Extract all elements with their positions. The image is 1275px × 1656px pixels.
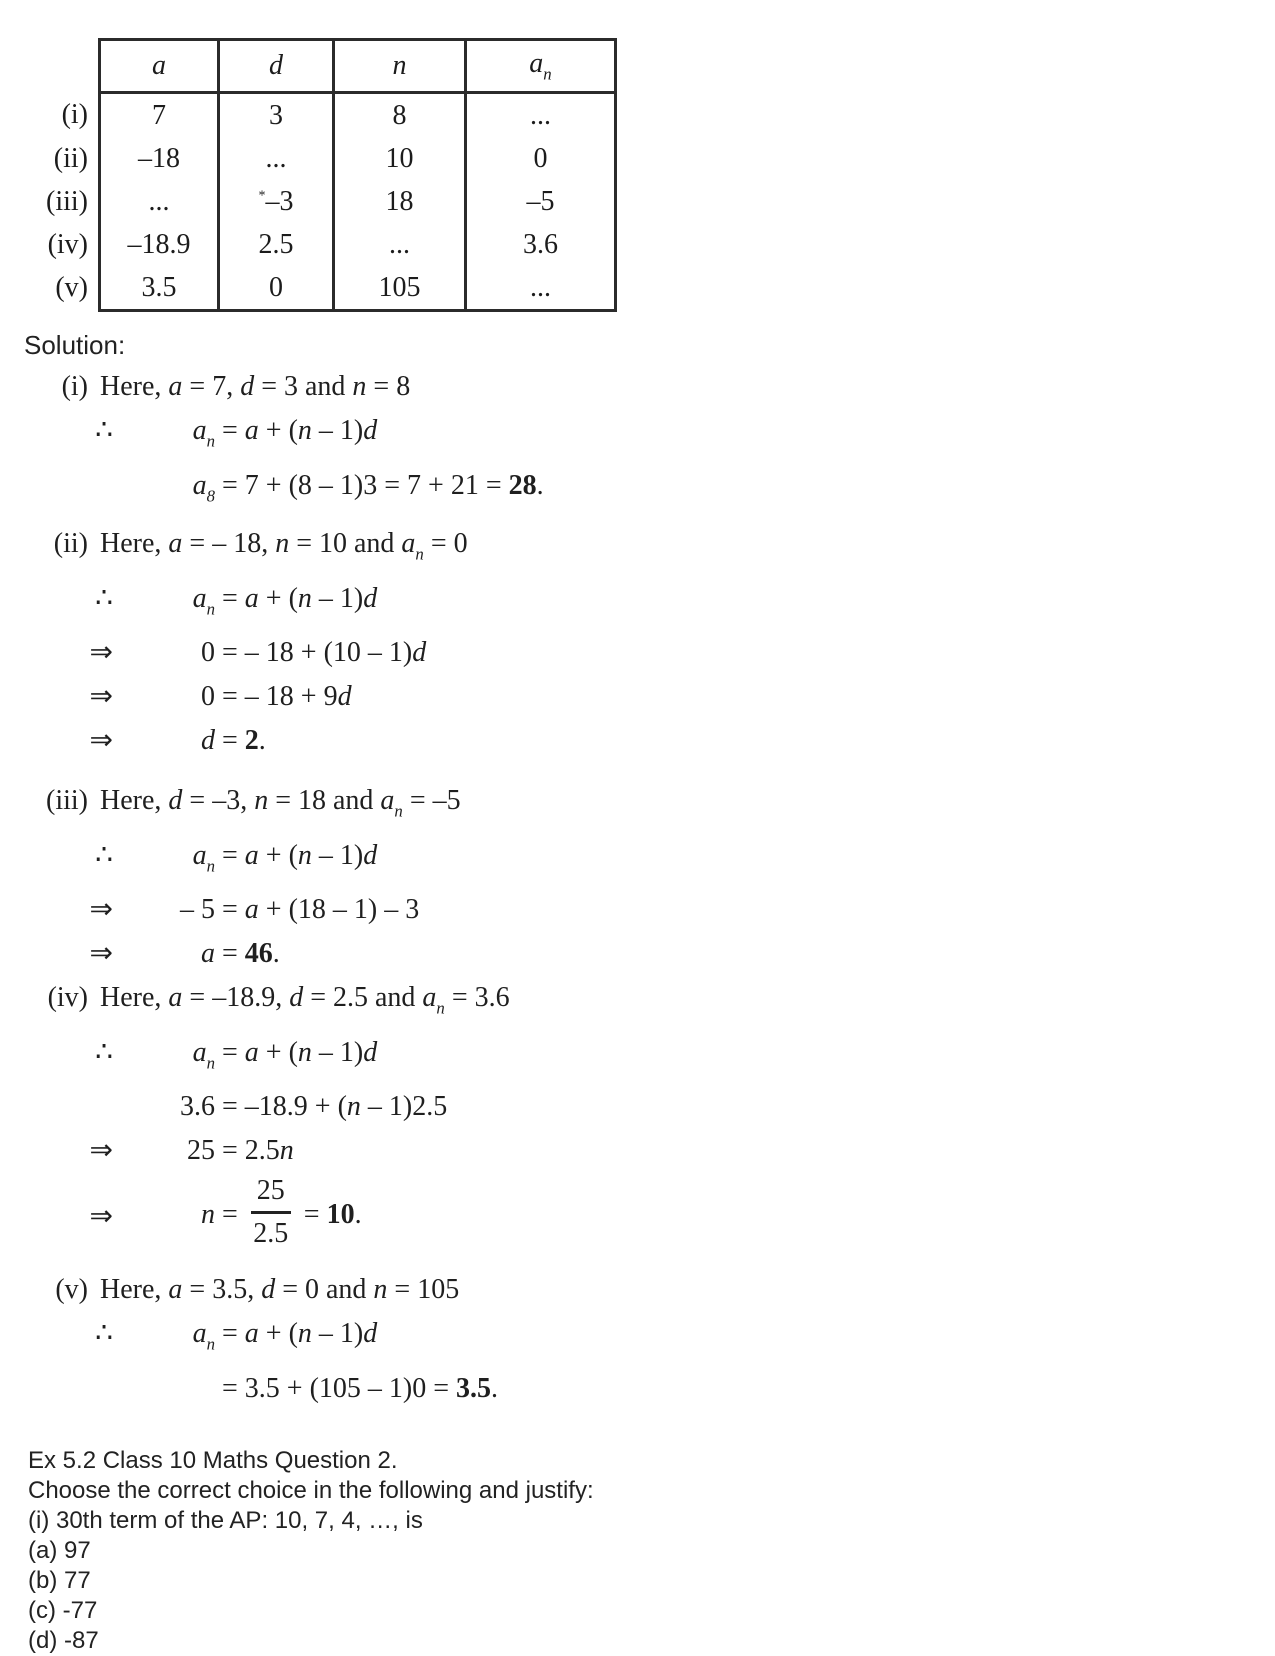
equation-lhs [150, 893, 215, 927]
math-segment: n [206, 431, 215, 451]
math-segment: n [373, 1274, 388, 1306]
math-segment: n [279, 1135, 294, 1167]
therefore-symbol: ∴ [95, 839, 113, 871]
math-segment: – 1)2.5 [360, 1091, 448, 1123]
equation-rhs [215, 840, 377, 871]
table-cell [219, 180, 334, 223]
table-row [28, 180, 616, 223]
equation [150, 582, 377, 627]
row-label: (ii) [53, 142, 88, 174]
equation-lhs [150, 1198, 215, 1232]
math-segment: d [363, 1318, 378, 1350]
table-cell: ... [466, 266, 616, 311]
equation-lhs [150, 1090, 215, 1124]
math-segment: 0 [201, 681, 215, 713]
math-segment: 2 [244, 725, 259, 757]
math-segment: d [240, 371, 255, 402]
column-header [466, 40, 616, 93]
math-segment: n [415, 544, 424, 564]
math-segment: – 5 [180, 894, 215, 926]
table-cell: 18 [334, 180, 466, 223]
math-segment: = 0 [423, 528, 468, 560]
equation-lhs [150, 1134, 215, 1168]
math-segment: d [363, 415, 378, 446]
equation-lhs [150, 636, 215, 670]
part-label: (ii) [53, 528, 88, 560]
math-segment: a [244, 1036, 259, 1068]
math-segment: = 3.5 + (105 – 1)0 = [215, 1372, 457, 1404]
equation [150, 1372, 498, 1406]
math-segment: – 1) [311, 415, 364, 446]
solution-equation-line [28, 1134, 1275, 1168]
fraction-numerator: 25 [251, 1174, 291, 1214]
math-segment: a [152, 50, 166, 81]
math-segment: = [215, 582, 245, 614]
table-row [28, 137, 616, 180]
solution-steps [28, 370, 1275, 1406]
equation [150, 1317, 377, 1362]
solution-equation-line [28, 469, 1275, 514]
equation [150, 1175, 362, 1255]
row-label-header-empty [28, 40, 100, 93]
math-segment: a [380, 785, 395, 817]
choice: (c) -77 [28, 1596, 98, 1624]
math-segment: n [436, 998, 445, 1018]
table-cell: 7 [100, 93, 219, 138]
question-prompt: Choose the correct choice in the following and justify: [28, 1476, 594, 1504]
equation-rhs [215, 470, 544, 501]
equation-rhs [215, 725, 266, 756]
math-segment: + ( [258, 839, 298, 871]
solution-part [28, 370, 1275, 513]
math-segment: Here, [100, 371, 169, 402]
math-segment: a [244, 1318, 259, 1350]
equation-lhs [150, 680, 215, 714]
table-cell: ... [334, 223, 466, 266]
math-segment: . [354, 1199, 362, 1231]
math-segment: a [192, 415, 207, 446]
table-cell: –18 [100, 137, 219, 180]
math-segment: * [258, 188, 266, 203]
table-cell: –5 [466, 180, 616, 223]
math-segment: = [215, 938, 245, 970]
math-segment: n [206, 1053, 215, 1073]
math-segment: a [192, 1036, 207, 1068]
table-cell: 3.6 [466, 223, 616, 266]
table-cell: ... [100, 180, 219, 223]
question-item: (i) 30th term of the AP: 10, 7, 4, …, is [28, 1506, 423, 1534]
part-label: (iv) [47, 982, 88, 1014]
math-segment: n [297, 1318, 312, 1350]
equation-rhs [215, 1091, 447, 1122]
math-segment: a [192, 1318, 207, 1350]
choice: (a) 97 [28, 1536, 91, 1564]
math-segment: + (18 – 1) – 3 [258, 894, 420, 926]
math-segment: = [215, 1199, 245, 1231]
math-segment: n [275, 528, 290, 560]
therefore-symbol: ∴ [95, 1036, 113, 1068]
table-row [28, 93, 616, 138]
math-segment: – 1) [311, 1318, 364, 1350]
solution-part [28, 527, 1275, 758]
solution-equation-line [28, 414, 1275, 459]
math-segment: Here, [100, 1274, 169, 1306]
math-segment: a [168, 1274, 183, 1306]
math-segment: + ( [258, 1036, 298, 1068]
math-segment: a [168, 982, 183, 1014]
fraction [251, 1174, 291, 1251]
intro-text [100, 784, 461, 829]
math-segment: = – 18 + 9 [215, 681, 338, 713]
therefore-symbol: ∴ [95, 1318, 113, 1350]
math-segment: . [258, 725, 266, 757]
solution-equation-line [28, 937, 1275, 971]
solution-equation-line [28, 680, 1275, 714]
table-cell: 0 [219, 266, 334, 311]
therefore-symbol: ∴ [95, 415, 113, 446]
math-segment: . [536, 469, 544, 501]
row-label: (v) [55, 272, 88, 304]
math-segment: a [529, 47, 544, 79]
equation-rhs [215, 583, 377, 614]
equation-lhs [150, 469, 215, 514]
solution-intro-line [28, 370, 1275, 404]
choice: (d) -87 [28, 1626, 99, 1654]
solution-intro-line [28, 527, 1275, 572]
math-segment: = 8 [366, 371, 411, 402]
table-cell: 3 [219, 93, 334, 138]
equation [150, 680, 352, 714]
math-segment: . [491, 1372, 499, 1404]
equation-rhs [215, 1318, 377, 1349]
math-segment: + ( [258, 1318, 298, 1350]
column-header [100, 40, 219, 93]
math-segment: 8 [206, 486, 215, 506]
table-row [28, 266, 616, 311]
math-segment: n [206, 1334, 215, 1354]
math-segment: d [168, 785, 183, 817]
math-segment: = [296, 1199, 327, 1231]
math-segment: = [215, 1318, 245, 1350]
math-segment: 46 [244, 938, 273, 970]
equation-lhs [150, 582, 215, 627]
choice: (b) 77 [28, 1566, 91, 1594]
math-segment: = 3 and [254, 371, 353, 402]
equation [150, 839, 377, 884]
equation-rhs [215, 1175, 362, 1250]
table-cell: ... [219, 137, 334, 180]
equation [150, 893, 419, 927]
math-segment: = 7 + (8 – 1)3 = 7 + 21 = [215, 469, 509, 501]
table-cell: 8 [334, 93, 466, 138]
math-segment: = 3.5, [182, 1274, 262, 1306]
math-segment: a [244, 582, 259, 614]
implies-symbol: ⇒ [89, 894, 113, 926]
intro-text [100, 527, 468, 572]
math-segment: = [215, 839, 245, 871]
solution-equation-line [28, 1317, 1275, 1362]
math-segment: = [215, 415, 245, 446]
equation-lhs [150, 1317, 215, 1362]
math-segment: n [543, 64, 552, 84]
intro-text [100, 981, 510, 1026]
column-header [219, 40, 334, 93]
ap-parameters-table-area [28, 38, 1275, 312]
equation-rhs [215, 637, 426, 668]
solution-equation-line [28, 893, 1275, 927]
math-segment: a [168, 371, 183, 402]
math-segment: = 10 and [289, 528, 402, 560]
math-segment: n [392, 50, 407, 81]
equation-lhs [150, 1036, 215, 1081]
equation [150, 724, 266, 758]
implies-symbol: ⇒ [89, 1135, 113, 1167]
solution-equation-line [28, 1175, 1275, 1255]
math-segment: = –18.9 + ( [215, 1091, 347, 1123]
part-label: (iii) [46, 785, 88, 817]
math-segment: = 18 and [268, 785, 381, 817]
math-segment: a [201, 938, 215, 970]
math-segment: 0 [201, 637, 215, 669]
math-segment: = 7, [182, 371, 241, 402]
equation [150, 1090, 447, 1124]
equation-lhs [150, 724, 215, 758]
math-segment: = –18.9, [182, 982, 290, 1014]
solution-heading: Solution: [24, 330, 126, 360]
math-segment: = 105 [387, 1274, 460, 1306]
math-segment: a [192, 582, 207, 614]
ap-table [28, 38, 617, 312]
math-segment: n [297, 582, 312, 614]
math-segment: –3 [265, 185, 294, 217]
column-header [334, 40, 466, 93]
math-segment: Here, [100, 528, 169, 560]
solution-intro-line [28, 981, 1275, 1026]
math-segment: = 2.5 and [303, 982, 423, 1014]
math-segment: . [272, 938, 280, 970]
implies-symbol: ⇒ [89, 1200, 113, 1232]
fraction-denominator: 2.5 [253, 1218, 289, 1250]
math-segment: 10 [326, 1199, 355, 1231]
solution-intro-line [28, 1273, 1275, 1307]
math-segment: d [363, 582, 378, 614]
table-cell: 3.5 [100, 266, 219, 311]
math-segment: = –3, [182, 785, 255, 817]
solution-part [28, 784, 1275, 971]
equation-rhs [215, 415, 377, 446]
math-segment: = 0 and [275, 1274, 374, 1306]
solution-equation-line [28, 839, 1275, 884]
math-segment: a [244, 415, 259, 446]
solution-equation-line [28, 1090, 1275, 1124]
table-cell: –18.9 [100, 223, 219, 266]
math-segment: 25 [187, 1135, 215, 1167]
question-block [28, 1446, 1275, 1656]
equation-lhs [150, 937, 215, 971]
equation [150, 469, 544, 514]
equation [150, 1036, 377, 1081]
math-segment: + ( [258, 415, 298, 446]
math-segment: n [297, 839, 312, 871]
math-segment: 3.5 [456, 1372, 492, 1404]
therefore-symbol: ∴ [95, 582, 113, 614]
math-segment: d [289, 982, 304, 1014]
math-segment: Here, [100, 785, 169, 817]
intro-text [100, 370, 410, 404]
ap-table-header-row [28, 40, 616, 93]
intro-text [100, 1273, 459, 1307]
math-segment: n [206, 856, 215, 876]
math-segment: – 1) [311, 839, 364, 871]
math-segment: d [201, 725, 215, 757]
equation-rhs [215, 1037, 377, 1068]
math-segment: n [394, 801, 403, 821]
math-segment: n [206, 599, 215, 619]
math-segment: n [254, 785, 269, 817]
math-segment: = 2.5 [215, 1135, 280, 1167]
equation-lhs [150, 839, 215, 884]
table-cell: 105 [334, 266, 466, 311]
math-segment: d [269, 50, 283, 81]
table-cell: 10 [334, 137, 466, 180]
math-segment: = – 18, [182, 528, 276, 560]
math-segment: Here, [100, 982, 169, 1014]
equation [150, 1134, 294, 1168]
math-segment: – 1) [311, 1036, 364, 1068]
math-segment: d [412, 637, 427, 669]
implies-symbol: ⇒ [89, 681, 113, 713]
solution-intro-line [28, 784, 1275, 829]
math-segment: – 1) [311, 582, 364, 614]
math-segment: 28 [508, 469, 537, 501]
implies-symbol: ⇒ [89, 938, 113, 970]
table-cell: ... [466, 93, 616, 138]
table-row [28, 223, 616, 266]
solution-part [28, 1273, 1275, 1406]
solution-equation-line [28, 636, 1275, 670]
math-segment: a [244, 839, 259, 871]
part-label: (i) [61, 371, 88, 402]
math-segment: = [215, 1036, 245, 1068]
math-segment: n [297, 415, 312, 446]
equation-rhs [215, 894, 419, 925]
table-cell: 2.5 [219, 223, 334, 266]
part-label: (v) [55, 1274, 88, 1306]
math-segment: = [215, 725, 245, 757]
math-segment: a [192, 839, 207, 871]
math-segment: n [352, 371, 367, 402]
equation [150, 937, 280, 971]
math-segment: a [244, 894, 259, 926]
math-segment: n [297, 1036, 312, 1068]
math-segment: d [261, 1274, 276, 1306]
equation [150, 636, 426, 670]
math-segment: a [422, 982, 437, 1014]
equation-rhs [215, 1373, 498, 1404]
solution-equation-line [28, 582, 1275, 627]
solution-equation-line [28, 1372, 1275, 1406]
math-segment: d [337, 681, 352, 713]
equation [150, 414, 377, 459]
table-cell: 0 [466, 137, 616, 180]
row-label: (i) [61, 98, 88, 130]
math-segment: a [401, 528, 416, 560]
math-segment: 3.6 [180, 1091, 215, 1123]
equation-rhs [215, 1135, 294, 1166]
math-segment: = –5 [402, 785, 461, 817]
math-segment: n [346, 1091, 361, 1123]
math-segment: d [363, 839, 378, 871]
solution-equation-line [28, 724, 1275, 758]
equation-rhs [215, 938, 280, 969]
solution-part [28, 981, 1275, 1255]
row-label: (iii) [46, 185, 88, 217]
equation-rhs [215, 681, 352, 712]
math-segment: a [168, 528, 183, 560]
math-segment: = – 18 + (10 – 1) [215, 637, 413, 669]
question-choices [28, 1536, 1275, 1656]
math-segment: + ( [258, 582, 298, 614]
row-label: (iv) [47, 228, 88, 260]
implies-symbol: ⇒ [89, 725, 113, 757]
math-segment: d [363, 1036, 378, 1068]
math-segment: = [215, 894, 245, 926]
math-segment: = 3.6 [444, 982, 510, 1014]
solution-equation-line [28, 1036, 1275, 1081]
question-title: Ex 5.2 Class 10 Maths Question 2. [28, 1446, 398, 1474]
math-segment: a [192, 469, 207, 501]
equation-lhs [150, 414, 215, 459]
implies-symbol: ⇒ [89, 637, 113, 669]
math-segment: n [201, 1199, 215, 1231]
